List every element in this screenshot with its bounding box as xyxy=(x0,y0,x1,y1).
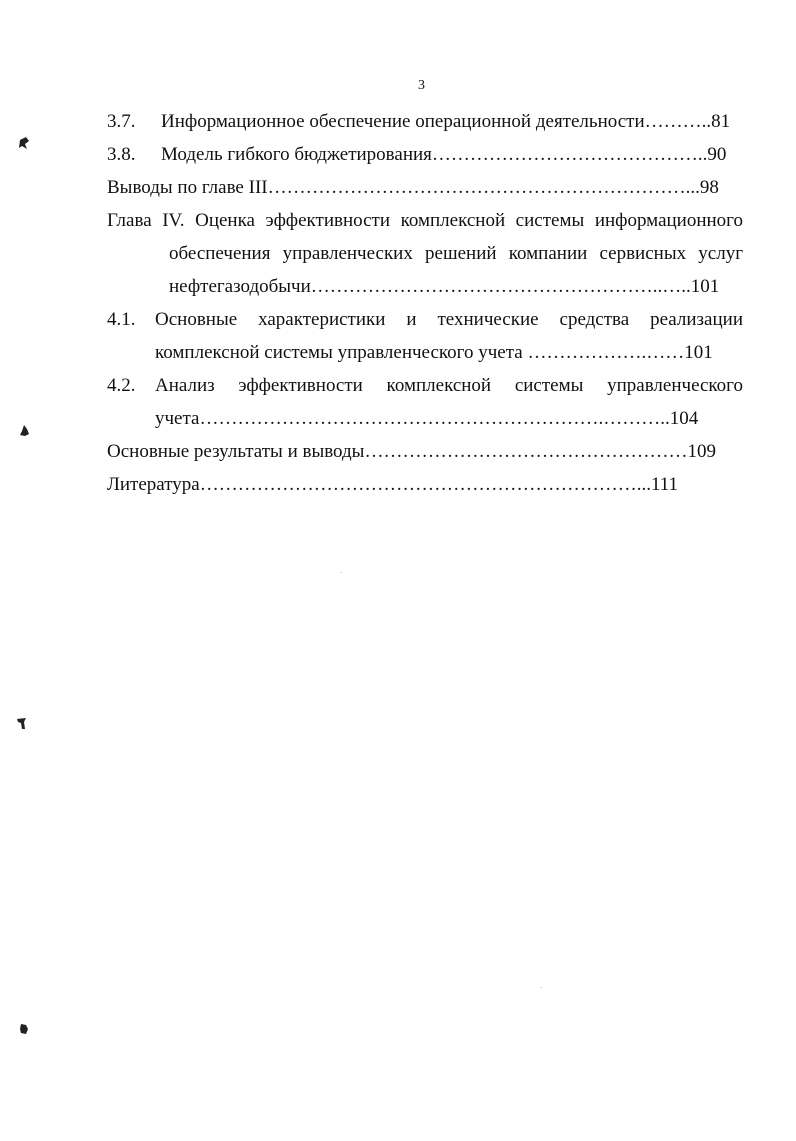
entry-title: нефтегазодобычи xyxy=(169,276,311,297)
entry-page: 81 xyxy=(711,111,731,132)
entry-page: 101 xyxy=(690,276,720,297)
toc-entry-3-7-title xyxy=(161,109,730,135)
toc-chapter4-line3 xyxy=(169,274,719,300)
scan-speck xyxy=(341,572,342,573)
page-number: 3 xyxy=(418,78,425,93)
entry-page: 98 xyxy=(699,177,719,198)
entry-number: 3.7. xyxy=(107,111,136,132)
entry-page: 111 xyxy=(650,474,679,495)
toc-chapter4-line2 xyxy=(169,241,743,267)
entry-page: 109 xyxy=(687,441,716,462)
entry-page: 104 xyxy=(669,408,699,429)
toc-entry-4-1-line1 xyxy=(155,307,743,333)
binding-mark-icon xyxy=(16,716,28,730)
chapter4-title-line2: обеспечения управленческих решений компании сервисных услуг xyxy=(169,243,743,264)
entry-leader-dots: ………………………………………………..….. xyxy=(310,276,691,297)
entry-title: Литература xyxy=(107,474,200,495)
entry-number: 4.1. xyxy=(107,309,136,330)
entry-number: 4.2. xyxy=(107,375,136,396)
binding-mark-icon xyxy=(18,136,30,150)
chapter4-title-line1: Глава IV. Оценка эффективности комплексной системы информационного xyxy=(107,210,743,231)
entry-page: 101 xyxy=(684,342,713,363)
toc-entry-4-1 xyxy=(107,307,136,333)
entry-title-line2: комплексной системы управленческого учета xyxy=(155,342,523,363)
toc-entry-chapter3-conclusions xyxy=(107,175,719,201)
entry-title: Информационное обеспечение операционной деятельности xyxy=(161,111,645,132)
entry-number: 3.8. xyxy=(107,144,136,165)
toc-entry-4-1-line2 xyxy=(155,340,713,366)
entry-page: 90 xyxy=(707,144,727,165)
entry-title: Основные результаты и выводы xyxy=(107,441,365,462)
toc-entry-literature xyxy=(107,472,678,498)
toc-entry-4-2 xyxy=(107,373,136,399)
entry-title-line2: учета xyxy=(155,408,200,429)
entry-leader-dots: …………………………………….. xyxy=(431,144,708,165)
entry-leader-dots: ……………………………………………………………... xyxy=(199,474,651,495)
toc-entry-4-2-line2 xyxy=(155,406,698,432)
entry-leader-dots: ……………….…… xyxy=(522,342,685,363)
toc-entry-main-results xyxy=(107,439,716,465)
toc-entry-4-2-line1 xyxy=(155,373,743,399)
toc-entry-3-8-title xyxy=(161,142,726,168)
entry-leader-dots: ……………………………………………………….……….. xyxy=(199,408,670,429)
toc-entry-3-7 xyxy=(107,109,136,135)
entry-title-line1: Основные характеристики и технические средства реализации xyxy=(155,309,743,330)
scan-speck xyxy=(541,987,542,988)
binding-mark-icon xyxy=(18,1022,30,1036)
entry-leader-dots: ……….. xyxy=(644,111,712,132)
entry-title: Модель гибкого бюджетирования xyxy=(161,144,432,165)
toc-chapter4-line1 xyxy=(107,208,743,234)
entry-title: Выводы по главе III xyxy=(107,177,268,198)
entry-title-line1: Анализ эффективности комплексной системы управленческого xyxy=(155,375,743,396)
toc-entry-3-8 xyxy=(107,142,136,168)
binding-mark-icon xyxy=(18,424,30,438)
entry-leader-dots: …………………………………………………………... xyxy=(267,177,700,198)
entry-leader-dots: …………………………………………… xyxy=(364,441,688,462)
